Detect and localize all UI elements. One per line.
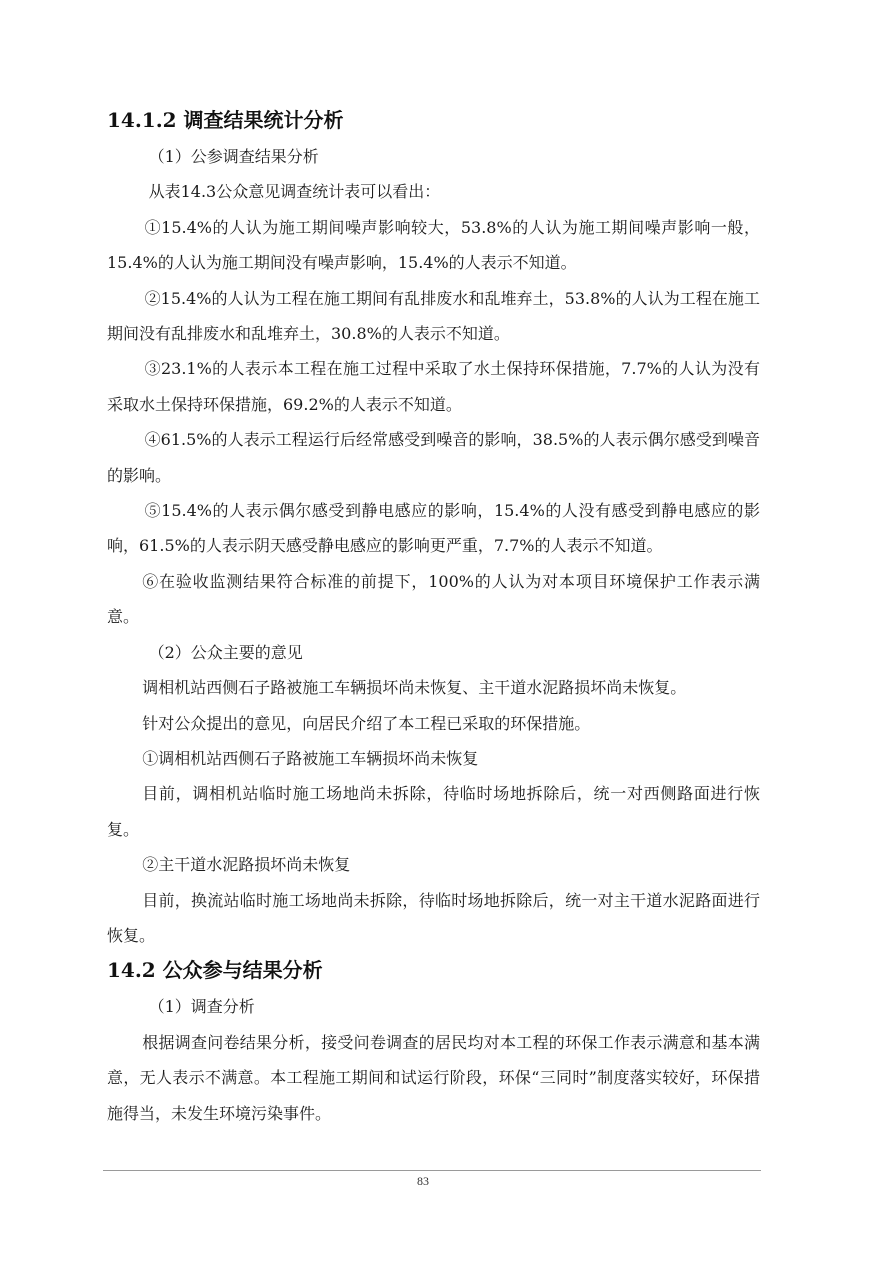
footer-divider [103, 1170, 761, 1171]
finding-noise: ①15.4%的人认为施工期间噪声影响较大，53.8%的人认为施工期间噪声影响一般，15.4%的人认为施工期间没有噪声影响，15.4%的人表示不知道。 [107, 217, 760, 273]
issue-1-title: ①调相机站西侧石子路被施工车辆损坏尚未恢复 [142, 748, 479, 768]
subheading-survey-analysis: （1）调查分析 [148, 997, 255, 1017]
finding-wastewater: ②15.4%的人认为工程在施工期间有乱排废水和乱堆弃土，53.8%的人认为工程在施工期间没有乱排废水和乱堆弃土，30.8%的人表示不知道。 [107, 288, 760, 344]
survey-analysis-paragraph: 根据调查问卷结果分析，接受问卷调查的居民均对本工程的环保工作表示满意和基本满意，无人表示不满意。本工程施工期间和试运行阶段，环保“三同时”制度落实较好，环保措施得当，未发生环境污染事件。 [107, 1032, 760, 1123]
page-number: 83 [417, 1174, 429, 1188]
issue-2-text: 目前，换流站临时施工场地尚未拆除，待临时场地拆除后，统一对主干道水泥路面进行恢复。 [107, 890, 760, 945]
page-content [107, 100, 760, 1131]
finding-electrostatic: ⑤15.4%的人表示偶尔感受到静电感应的影响，15.4%的人没有感受到静电感应的影响，61.5%的人表示阴天感受静电感应的影响更严重，7.7%的人表示不知道。 [107, 501, 760, 556]
finding-satisfaction: ⑥在验收监测结果符合标准的前提下，100%的人认为对本项目环境保护工作表示满意。 [107, 571, 760, 627]
intro-paragraph: 从表14.3公众意见调查统计表可以看出： [148, 182, 441, 202]
section-heading-14-2: 14.2 公众参与结果分析 [107, 958, 323, 983]
issue-2-title: ②主干道水泥路损坏尚未恢复 [142, 855, 351, 875]
section-heading-14-1-2: 14.1.2 调查结果统计分析 [107, 108, 344, 132]
finding-soil-conservation: ③23.1%的人表示本工程在施工过程中采取了水土保持环保措施，7.7%的人认为没有采取水土保持环保措施，69.2%的人表示不知道。 [107, 359, 760, 414]
response-paragraph: 针对公众提出的意见，向居民介绍了本工程已采取的环保措施。 [142, 713, 591, 733]
issue-1-text: 目前，调相机站临时施工场地尚未拆除，待临时场地拆除后，统一对西侧路面进行恢复。 [107, 784, 760, 839]
finding-operation-noise: ④61.5%的人表示工程运行后经常感受到噪音的影响，38.5%的人表示偶尔感受到噪音的影响。 [107, 430, 760, 485]
opinion-paragraph: 调相机站西侧石子路被施工车辆损坏尚未恢复、主干道水泥路损坏尚未恢复。 [142, 678, 687, 698]
subheading-public-survey-analysis: （1）公参调查结果分析 [148, 147, 319, 166]
subheading-main-opinions: （2）公众主要的意见 [148, 642, 303, 662]
